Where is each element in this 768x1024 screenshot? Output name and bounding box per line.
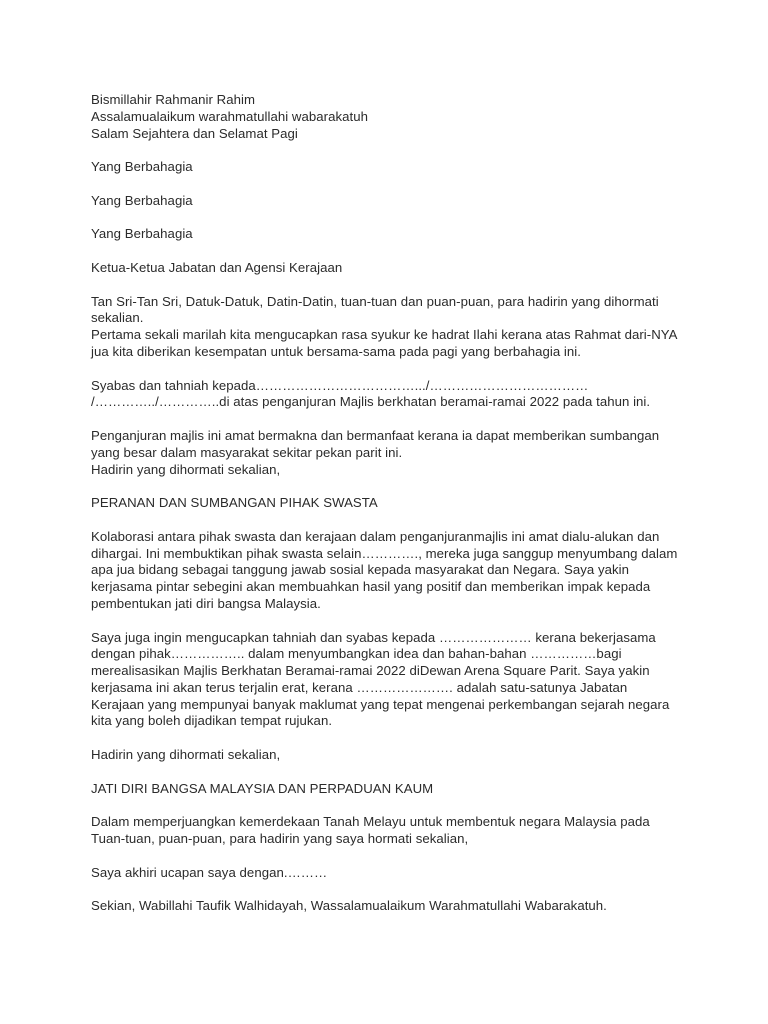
paragraph-line: sekalian. — [91, 310, 144, 326]
audience-address: Hadirin yang dihormati sekalian, — [91, 747, 281, 763]
paragraph-line: Pertama sekali marilah kita mengucapkan rasa syukur ke hadrat Ilahi kerana atas Rahmat dari-NYA — [91, 327, 678, 343]
paragraph-line: dengan pihak…………….. dalam menyumbangkan idea dan bahan-bahan ……………bagi — [91, 646, 622, 662]
opening-greeting — [91, 92, 691, 142]
unity-paragraph — [91, 814, 691, 848]
paragraph-line: yang besar dalam masyarakat sekitar pekan parit ini. — [91, 444, 403, 460]
closing-salutation: Sekian, Wabillahi Taufik Walhidayah, Wassalamualaikum Warahmatullahi Wabarakatuh. — [91, 898, 607, 914]
congrats-paragraph — [91, 378, 691, 412]
paragraph-line: Hadirin yang dihormati sekalian, — [91, 461, 281, 477]
salutation: Yang Berbahagia — [91, 192, 193, 208]
paragraph-line: Saya juga ingin mengucapkan tahniah dan syabas kepada ………………… kerana bekerjasama — [91, 629, 656, 645]
section-heading: JATI DIRI BANGSA MALAYSIA DAN PERPADUAN KAUM — [91, 780, 434, 796]
paragraph-line: kerjasama pintar sebegini akan membuahkan hasil yang positif dan memberikan impak kepada — [91, 579, 651, 595]
salutation: Yang Berbahagia — [91, 159, 193, 175]
salutation: Ketua-Ketua Jabatan dan Agensi Kerajaan — [91, 259, 343, 275]
paragraph-line: jua kita diberikan kesempatan untuk bersama-sama pada pagi yang berbahagia ini. — [91, 343, 581, 359]
opening-line: Assalamualaikum warahmatullahi wabarakatuh — [91, 108, 368, 124]
closing-line: Saya akhiri ucapan saya dengan.……… — [91, 864, 328, 880]
significance-paragraph — [91, 428, 691, 478]
opening-line: Bismillahir Rahmanir Rahim — [91, 92, 255, 107]
paragraph-line: Penganjuran majlis ini amat bermakna dan bermanfaat kerana ia dapat memberikan sumbangan — [91, 427, 660, 443]
paragraph-line: apa jua bidang sebagai tanggung jawab sosial kepada masyarakat dan Negara. Saya yakin — [91, 562, 629, 578]
paragraph-line: kita yang boleh dijadikan tempat rujukan. — [91, 713, 333, 729]
paragraph-line: merealisasikan Majlis Berkhatan Beramai-ramai 2022 diDewan Arena Square Parit. Saya yakin — [91, 663, 650, 679]
paragraph-line: Tan Sri-Tan Sri, Datuk-Datuk, Datin-Datin, tuan-tuan dan puan-puan, para hadirin yang dihormati — [91, 293, 659, 309]
section-heading: PERANAN DAN SUMBANGAN PIHAK SWASTA — [91, 495, 378, 511]
paragraph-line: dihargai. Ini membuktikan pihak swasta selain…………., mereka juga sanggup menyumbang dalam — [91, 545, 678, 561]
private-sector-paragraph — [91, 529, 691, 613]
opening-line: Salam Sejahtera dan Selamat Pagi — [91, 125, 298, 141]
intro-paragraph — [91, 294, 691, 361]
paragraph-line: Kerajaan yang mempunyai banyak maklumat yang tepat mengenai perkembangan sejarah negara — [91, 696, 670, 712]
thanks-paragraph — [91, 630, 691, 731]
salutation: Yang Berbahagia — [91, 226, 193, 242]
paragraph-line: Dalam memperjuangkan kemerdekaan Tanah Melayu untuk membentuk negara Malaysia pada — [91, 814, 650, 830]
speech-text — [91, 92, 691, 915]
paragraph-line: /…………../…………..di atas penganjuran Majlis berkhatan beramai-ramai 2022 pada tahun ini. — [91, 394, 651, 410]
paragraph-line: Kolaborasi antara pihak swasta dan kerajaan dalam penganjuranmajlis ini amat dialu-alukan dan — [91, 528, 660, 544]
paragraph-line: Tuan-tuan, puan-puan, para hadirin yang saya hormati sekalian, — [91, 831, 469, 847]
paragraph-line: kerjasama ini akan terus terjalin erat, kerana …………………. adalah satu-satunya Jabatan — [91, 679, 628, 695]
paragraph-line: Syabas dan tahniah kepada……………………………….../……………………………… — [91, 377, 589, 393]
paragraph-line: pembentukan jati diri bangsa Malaysia. — [91, 595, 321, 611]
